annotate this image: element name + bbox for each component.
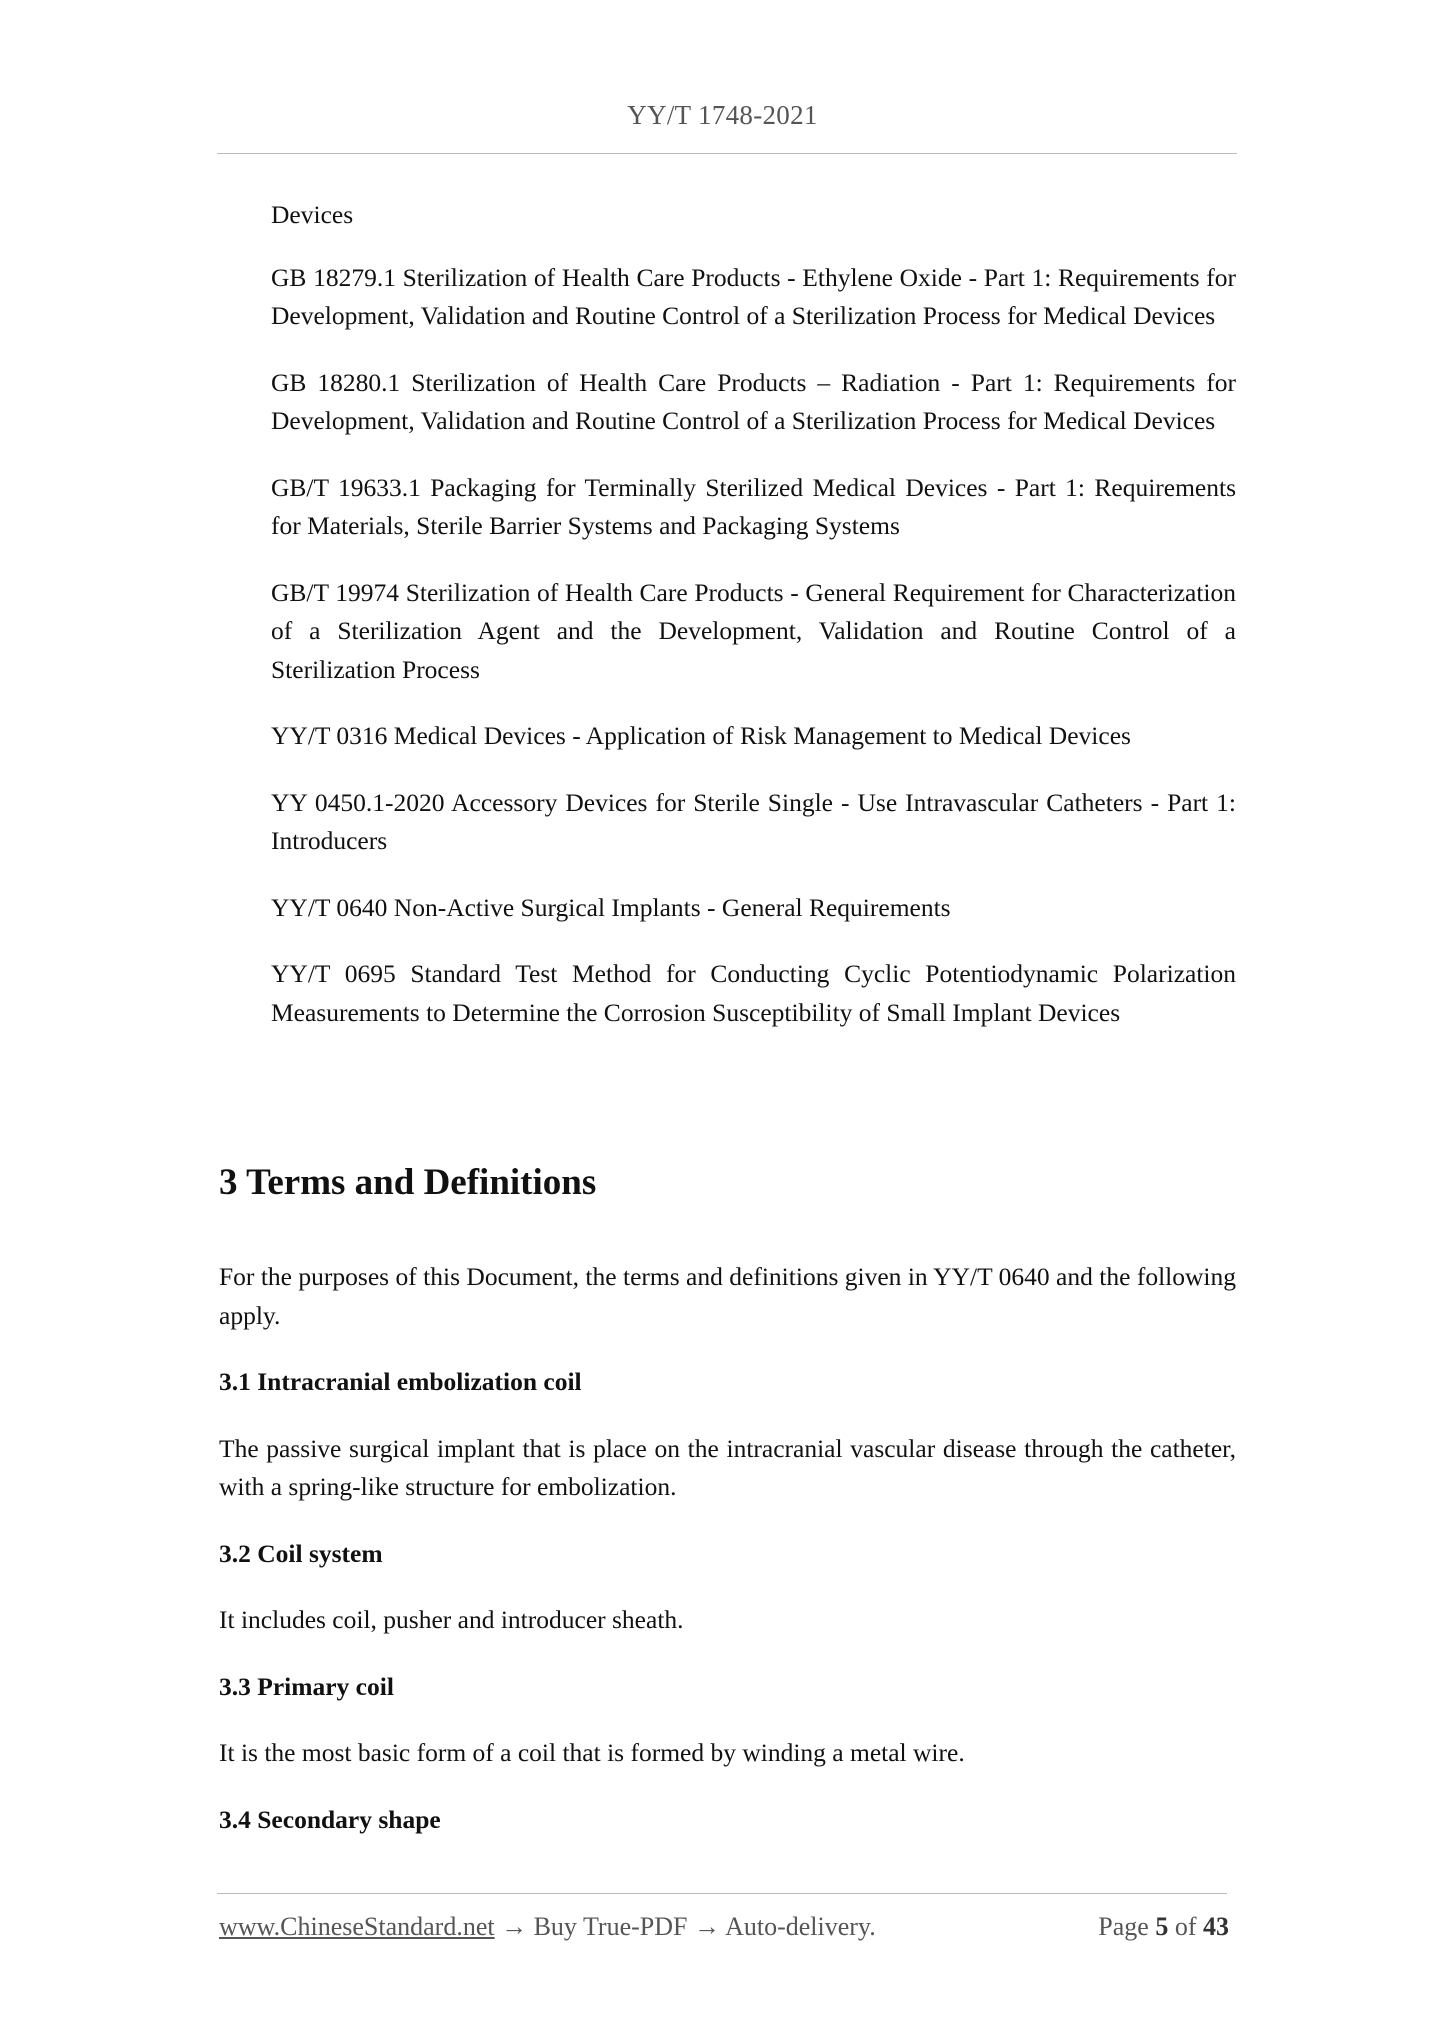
website-link[interactable]: www.ChineseStandard.net (219, 1912, 495, 1941)
total-pages: 43 (1203, 1912, 1229, 1941)
terms-and-definitions-section (219, 1158, 1236, 1867)
section-title: 3 Terms and Definitions (219, 1162, 597, 1203)
reference-item: GB/T 19633.1 Packaging for Terminally Sterilized Medical Devices - Part 1: Requirements for Materials, Sterile Barrier Systems and Packaging Systems (271, 472, 1236, 540)
reference-item: YY/T 0316 Medical Devices - Application of Risk Management to Medical Devices (271, 721, 1131, 750)
buy-pdf-text: Buy True-PDF (533, 1912, 688, 1941)
term-definition: It includes coil, pusher and introducer sheath. (219, 1605, 684, 1634)
term-heading: 3.1 Intracranial embolization coil (219, 1367, 582, 1396)
page-footer (219, 1912, 1229, 1948)
footer-promo (219, 1912, 876, 1942)
term-heading: 3.2 Coil system (219, 1538, 383, 1568)
page-header (0, 100, 1445, 131)
document-code: YY/T 1748-2021 (627, 100, 818, 130)
page-label: Page (1098, 1912, 1149, 1941)
reference-item: GB 18279.1 Sterilization of Health Care Products - Ethylene Oxide - Part 1: Requirements for Development, Validation and Routine Control of a Sterilization Process for Medical Devices (271, 262, 1236, 330)
page-number (1098, 1912, 1229, 1942)
normative-references-list (271, 196, 1236, 1060)
reference-item: YY 0450.1-2020 Accessory Devices for Sterile Single - Use Intravascular Catheters - Part 1: Introducers (271, 787, 1236, 855)
delivery-text: Auto-delivery. (725, 1912, 876, 1941)
reference-item: GB/T 19974 Sterilization of Health Care Products - General Requirement for Characterization of a Sterilization Agent and the Development, Validation and Routine Control of a Sterilization Process (271, 577, 1236, 684)
term-definition: The passive surgical implant that is place on the intracranial vascular disease through the catheter, with a spring-like structure for embolization. (219, 1433, 1236, 1501)
term-definition: It is the most basic form of a coil that is formed by winding a metal wire. (219, 1738, 965, 1767)
section-intro: For the purposes of this Document, the terms and definitions given in YY/T 0640 and the following apply. (219, 1262, 1236, 1330)
reference-item: YY/T 0640 Non-Active Surgical Implants - General Requirements (271, 892, 951, 922)
arrow-right-icon: → (501, 1912, 528, 1941)
reference-item: GB 18280.1 Sterilization of Health Care Products – Radiation - Part 1: Requirements for Development, Validation and Routine Control of a Sterilization Process for Medical Devices (271, 367, 1236, 435)
reference-item: Devices (271, 200, 354, 229)
footer-divider (217, 1893, 1227, 1894)
term-heading: 3.3 Primary coil (219, 1671, 394, 1701)
reference-item: YY/T 0695 Standard Test Method for Conducting Cyclic Potentiodynamic Polarization Measurements to Determine the Corrosion Susceptibility of Small Implant Devices (271, 959, 1236, 1027)
arrow-right-icon: → (694, 1912, 720, 1941)
header-divider (217, 153, 1237, 154)
of-label: of (1174, 1912, 1197, 1941)
term-heading: 3.4 Secondary shape (219, 1804, 441, 1834)
current-page: 5 (1155, 1912, 1169, 1941)
